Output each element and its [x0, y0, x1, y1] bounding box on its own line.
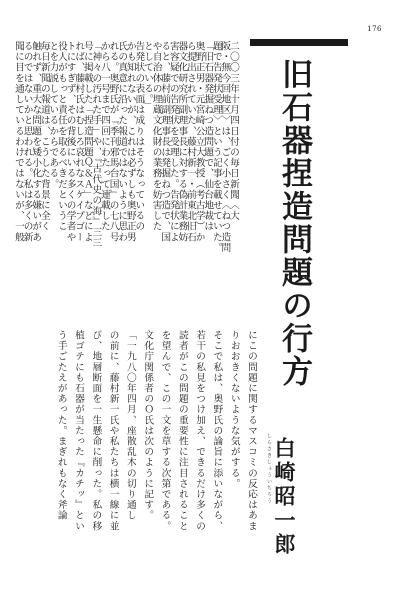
- text-column: び、地層断面を一生懸命に削った。私の移: [90, 330, 102, 532]
- author-ruby: しらさきしょういちろう: [266, 433, 272, 505]
- text-column: 「旧石器発掘ねつ造問題で、仙台地裁は: [202, 41, 214, 232]
- text-column: 「神々の汚れた手」や、『古代史の海』三三: [90, 41, 102, 249]
- text-column: 二〇〇三年十月四日付の毎日新聞〈大: [228, 41, 239, 222]
- text-column: にこの問題に関するマスコミの反応はあま: [246, 330, 257, 532]
- text-column: ると、藤村前副理事長は発掘ねつ造で、国: [159, 41, 171, 243]
- text-column: 若干の私見をつけ加え、できるだけ多くの: [194, 330, 206, 532]
- text-column: りおおきくないような気がする。: [228, 330, 240, 489]
- text-column: 奥野正男・元宮崎公立大教授（考古学）か: [193, 41, 205, 243]
- text-column: れば、藤村氏はむしろ哀れなスケイプゴー: [73, 41, 85, 243]
- text-column: 毎日新聞の報道は、こうした背景に全く: [38, 41, 50, 232]
- text-column: トにすぎず、その背後にいる多くの学者や: [64, 41, 76, 243]
- text-column: 植ゴテにも石器が当たった『カチッ』とい: [73, 330, 84, 532]
- author-name: 白崎昭一郎: [272, 437, 297, 557]
- text-column: 号に掲載した「捏造問題Ｑ＆Ａ」などによ: [81, 41, 93, 243]
- text-column: 器文化研究所副理事長に対する偽計業務妨: [176, 41, 188, 243]
- text-column: う手ごたえがあった。まぎれもなく斧論: [55, 330, 67, 521]
- text-column: るのではないかと思われる。私は多くの新: [21, 41, 33, 243]
- text-column: から八一号まで四回にわたって連載した: [99, 41, 110, 232]
- text-column: れる。奥野氏が『季刊邪馬台国』の七八号: [107, 41, 119, 243]
- text-column: 読者がこの問題の重要性に注目されること: [176, 330, 188, 532]
- text-column: 題で告発状受理〉という記事を載せていた。: [210, 41, 222, 253]
- page-number: 176: [367, 25, 382, 33]
- text-column: 氏の真意に沿った報道ではないように思わ: [116, 41, 128, 243]
- text-column: かも知れないが、これは必ずしも奥野正男: [124, 41, 136, 243]
- text-column: 文化庁関係者のＯ氏は次のように記す。: [142, 330, 154, 521]
- text-column: 害容疑での告発状を受理した。告発状によ: [167, 41, 179, 243]
- title-bar: [250, 39, 348, 46]
- text-column: 告発状の表面は成りはそうなっているの: [133, 41, 145, 232]
- text-column: 「一九八〇年四月、座散乱木の切り通し: [124, 330, 136, 521]
- text-column: 触れず、重大な問題を矮小化する嫌いがあ: [30, 41, 42, 243]
- text-column: や自治体の埋蔵文化財の業務を妨害した: [150, 41, 162, 232]
- text-column: ら提出されていた、藤村新一・前東北旧石: [185, 41, 196, 243]
- text-column: そこで私は、奥野氏の論旨に添いながら、: [211, 330, 223, 532]
- text-column: とを力説しているからである。: [47, 41, 59, 190]
- text-column: としている。」: [142, 41, 153, 111]
- article-title: 旧石器捏造問題の行方: [276, 58, 312, 388]
- text-column: の前に、藤村新一氏や私たちは横一線に並: [107, 330, 119, 532]
- text-column: 役人がもっと責任を取るべきだというこ: [56, 41, 67, 232]
- text-column: 阪・無今回地区〉は、ごく小さく〈ねつ造問: [219, 41, 231, 253]
- text-column: 聞に目を通しているわけではないが、一般: [13, 41, 24, 243]
- text-column: を望んで、この一文を草する次第である。: [159, 330, 171, 532]
